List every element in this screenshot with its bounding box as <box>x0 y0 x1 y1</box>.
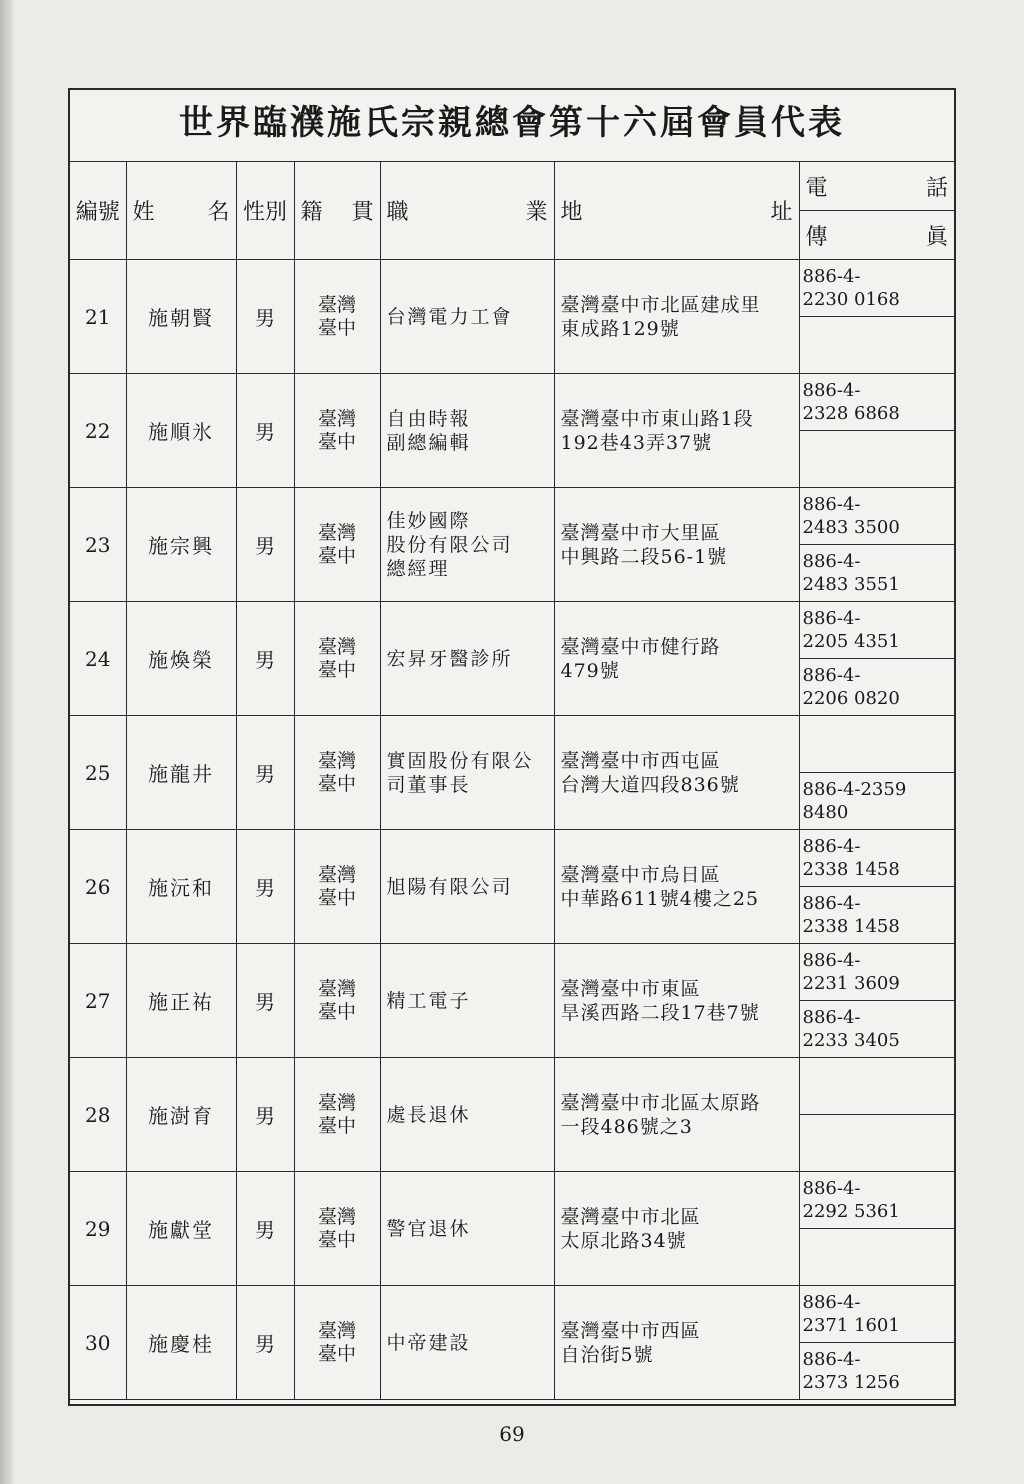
text-line: 臺灣臺中市北區 <box>560 1205 701 1228</box>
document-title: 世界臨濮施氏宗親總會第十六屆會員代表 <box>70 90 954 162</box>
member-phone <box>799 374 954 431</box>
member-phone <box>799 944 954 1001</box>
member-address <box>554 488 799 602</box>
table-row <box>70 488 954 545</box>
text-line: 副總編輯 <box>386 431 471 454</box>
text-line: 司董事長 <box>386 773 471 796</box>
member-fax <box>799 1229 954 1286</box>
member-name: 施獻堂 <box>126 1172 236 1286</box>
member-table-body <box>70 260 954 1400</box>
text-line: 臺灣 <box>317 635 356 658</box>
text-line: 實固股份有限公 <box>386 749 534 772</box>
text-line: 一段486號之3 <box>560 1115 693 1138</box>
member-gender: 男 <box>236 1058 294 1172</box>
text-line: 股份有限公司 <box>386 533 513 556</box>
text-line: 886-4- <box>802 1292 861 1313</box>
member-phone <box>799 602 954 659</box>
member-fax <box>799 431 954 488</box>
text-line: 東成路129號 <box>560 317 680 340</box>
text-line: 臺灣 <box>317 749 356 772</box>
text-line: 臺中 <box>317 772 356 795</box>
member-address <box>554 260 799 374</box>
member-gender: 男 <box>236 1172 294 1286</box>
text-line: 479號 <box>560 659 620 682</box>
table-row <box>70 716 954 773</box>
text-line: 臺灣 <box>317 293 356 316</box>
text-line: 臺灣 <box>317 863 356 886</box>
member-name: 施沅和 <box>126 830 236 944</box>
text-line: 臺中 <box>317 1114 356 1137</box>
member-phone <box>799 488 954 545</box>
text-line: 旱溪西路二段17巷7號 <box>560 1001 760 1024</box>
member-occupation <box>380 716 554 830</box>
text-line: 臺灣臺中市西區 <box>560 1319 701 1342</box>
table-row <box>70 830 954 887</box>
header-phone: 電 話 <box>799 162 954 211</box>
text-line: 192巷43弄37號 <box>560 431 713 454</box>
member-name: 施順氷 <box>126 374 236 488</box>
text-line: 886-4- <box>802 1178 861 1199</box>
member-address <box>554 602 799 716</box>
text-line: 2338 1458 <box>802 916 900 937</box>
member-name: 施朝賢 <box>126 260 236 374</box>
text-line: 臺灣 <box>317 1091 356 1114</box>
member-occupation <box>380 830 554 944</box>
member-phone <box>799 1286 954 1343</box>
member-name: 施慶桂 <box>126 1286 236 1400</box>
text-line: 8480 <box>802 802 849 823</box>
text-line: 臺灣臺中市大里區 <box>560 521 721 544</box>
member-number: 28 <box>70 1058 126 1172</box>
text-line: 2483 3500 <box>802 517 900 538</box>
table-row <box>70 374 954 431</box>
table-row <box>70 602 954 659</box>
page-edge-shadow <box>0 0 14 1484</box>
header-fax: 傳 眞 <box>799 211 954 260</box>
text-line: 2230 0168 <box>802 289 900 310</box>
member-name: 施正祐 <box>126 944 236 1058</box>
text-line: 臺灣臺中市東區 <box>560 977 701 1000</box>
table-row <box>70 1058 954 1115</box>
member-address <box>554 830 799 944</box>
text-line: 臺灣 <box>317 1205 356 1228</box>
member-occupation <box>380 602 554 716</box>
header-name: 姓 名 <box>126 162 236 260</box>
text-line: 自治街5號 <box>560 1343 654 1366</box>
text-line: 旭陽有限公司 <box>386 875 513 898</box>
text-line: 臺灣臺中市東山路1段 <box>560 407 754 430</box>
text-line: 宏昇牙醫診所 <box>386 647 513 670</box>
member-gender: 男 <box>236 830 294 944</box>
text-line: 886-4- <box>802 893 861 914</box>
member-address <box>554 1172 799 1286</box>
text-line: 886-4- <box>802 1007 861 1028</box>
member-fax <box>799 1343 954 1400</box>
text-line: 2373 1256 <box>802 1372 900 1393</box>
member-origin <box>294 602 380 716</box>
member-roster-sheet <box>68 88 956 1406</box>
table-row <box>70 260 954 317</box>
member-number: 23 <box>70 488 126 602</box>
member-phone <box>799 260 954 317</box>
text-line: 886-4- <box>802 950 861 971</box>
text-line: 臺中 <box>317 658 356 681</box>
text-line: 太原北路34號 <box>560 1229 687 1252</box>
member-gender: 男 <box>236 944 294 1058</box>
text-line: 886-4-2359 <box>802 779 907 800</box>
member-address <box>554 944 799 1058</box>
member-origin <box>294 944 380 1058</box>
member-number: 25 <box>70 716 126 830</box>
header-row <box>70 162 954 211</box>
text-line: 886-4- <box>802 1349 861 1370</box>
member-number: 26 <box>70 830 126 944</box>
member-name: 施龍井 <box>126 716 236 830</box>
text-line: 臺中 <box>317 430 356 453</box>
member-address <box>554 716 799 830</box>
member-occupation <box>380 374 554 488</box>
text-line: 中帝建設 <box>386 1331 471 1354</box>
text-line: 臺中 <box>317 1000 356 1023</box>
text-line: 臺灣臺中市西屯區 <box>560 749 721 772</box>
header-occupation: 職 業 <box>380 162 554 260</box>
text-line: 886-4- <box>802 266 861 287</box>
member-occupation <box>380 260 554 374</box>
text-line: 中華路611號4樓之25 <box>560 887 760 910</box>
text-line: 2206 0820 <box>802 688 900 709</box>
member-address <box>554 374 799 488</box>
member-number: 21 <box>70 260 126 374</box>
text-line: 2371 1601 <box>802 1315 900 1336</box>
member-gender: 男 <box>236 488 294 602</box>
header-gender: 性別 <box>236 162 294 260</box>
member-name: 施宗興 <box>126 488 236 602</box>
text-line: 886-4- <box>802 608 861 629</box>
member-fax <box>799 773 954 830</box>
table-row <box>70 1172 954 1229</box>
member-origin <box>294 1058 380 1172</box>
text-line: 2233 3405 <box>802 1030 900 1051</box>
text-line: 臺灣 <box>317 521 356 544</box>
member-phone <box>799 1058 954 1115</box>
text-line: 886-4- <box>802 551 861 572</box>
text-line: 臺灣臺中市北區建成里 <box>560 293 761 316</box>
text-line: 總經理 <box>386 557 450 580</box>
member-fax <box>799 1115 954 1172</box>
text-line: 886-4- <box>802 380 861 401</box>
member-occupation <box>380 488 554 602</box>
member-gender: 男 <box>236 374 294 488</box>
member-fax <box>799 317 954 374</box>
text-line: 臺灣臺中市烏日區 <box>560 863 721 886</box>
member-name: 施澍育 <box>126 1058 236 1172</box>
table-row <box>70 944 954 1001</box>
text-line: 2338 1458 <box>802 859 900 880</box>
member-origin <box>294 374 380 488</box>
member-gender: 男 <box>236 716 294 830</box>
text-line: 臺中 <box>317 1342 356 1365</box>
text-line: 2483 3551 <box>802 574 900 595</box>
member-number: 30 <box>70 1286 126 1400</box>
member-origin <box>294 260 380 374</box>
text-line: 佳妙國際 <box>386 509 471 532</box>
header-num: 編號 <box>70 162 126 260</box>
text-line: 臺中 <box>317 544 356 567</box>
text-line: 臺灣 <box>317 407 356 430</box>
member-number: 27 <box>70 944 126 1058</box>
text-line: 886-4- <box>802 836 861 857</box>
member-number: 24 <box>70 602 126 716</box>
member-phone <box>799 830 954 887</box>
member-phone <box>799 716 954 773</box>
member-origin <box>294 1172 380 1286</box>
text-line: 中興路二段56-1號 <box>560 545 728 568</box>
text-line: 精工電子 <box>386 989 471 1012</box>
table-row <box>70 1286 954 1343</box>
member-number: 29 <box>70 1172 126 1286</box>
text-line: 886-4- <box>802 665 861 686</box>
member-occupation <box>380 944 554 1058</box>
text-line: 臺灣臺中市健行路 <box>560 635 721 658</box>
member-gender: 男 <box>236 260 294 374</box>
text-line: 886-4- <box>802 494 861 515</box>
text-line: 臺中 <box>317 316 356 339</box>
text-line: 處長退休 <box>386 1103 471 1126</box>
page-number: 69 <box>499 1422 525 1446</box>
member-occupation <box>380 1058 554 1172</box>
member-phone <box>799 1172 954 1229</box>
text-line: 2205 4351 <box>802 631 900 652</box>
member-gender: 男 <box>236 1286 294 1400</box>
member-fax <box>799 1001 954 1058</box>
text-line: 臺中 <box>317 1228 356 1251</box>
member-gender: 男 <box>236 602 294 716</box>
member-origin <box>294 1286 380 1400</box>
text-line: 2231 3609 <box>802 973 900 994</box>
text-line: 臺灣臺中市北區太原路 <box>560 1091 761 1114</box>
text-line: 臺灣 <box>317 977 356 1000</box>
text-line: 2292 5361 <box>802 1201 900 1222</box>
text-line: 台灣電力工會 <box>386 305 513 328</box>
member-occupation <box>380 1286 554 1400</box>
text-line: 2328 6868 <box>802 403 900 424</box>
text-line: 自由時報 <box>386 407 471 430</box>
member-fax <box>799 545 954 602</box>
member-fax <box>799 659 954 716</box>
text-line: 臺中 <box>317 886 356 909</box>
member-name: 施煥榮 <box>126 602 236 716</box>
text-line: 臺灣 <box>317 1319 356 1342</box>
member-origin <box>294 830 380 944</box>
member-address <box>554 1286 799 1400</box>
member-address <box>554 1058 799 1172</box>
text-line: 台灣大道四段836號 <box>560 773 740 796</box>
member-occupation <box>380 1172 554 1286</box>
header-origin: 籍 貫 <box>294 162 380 260</box>
text-line: 警官退休 <box>386 1217 471 1240</box>
member-table <box>70 162 954 1400</box>
member-origin <box>294 488 380 602</box>
header-address: 地 址 <box>554 162 799 260</box>
member-origin <box>294 716 380 830</box>
member-fax <box>799 887 954 944</box>
member-number: 22 <box>70 374 126 488</box>
